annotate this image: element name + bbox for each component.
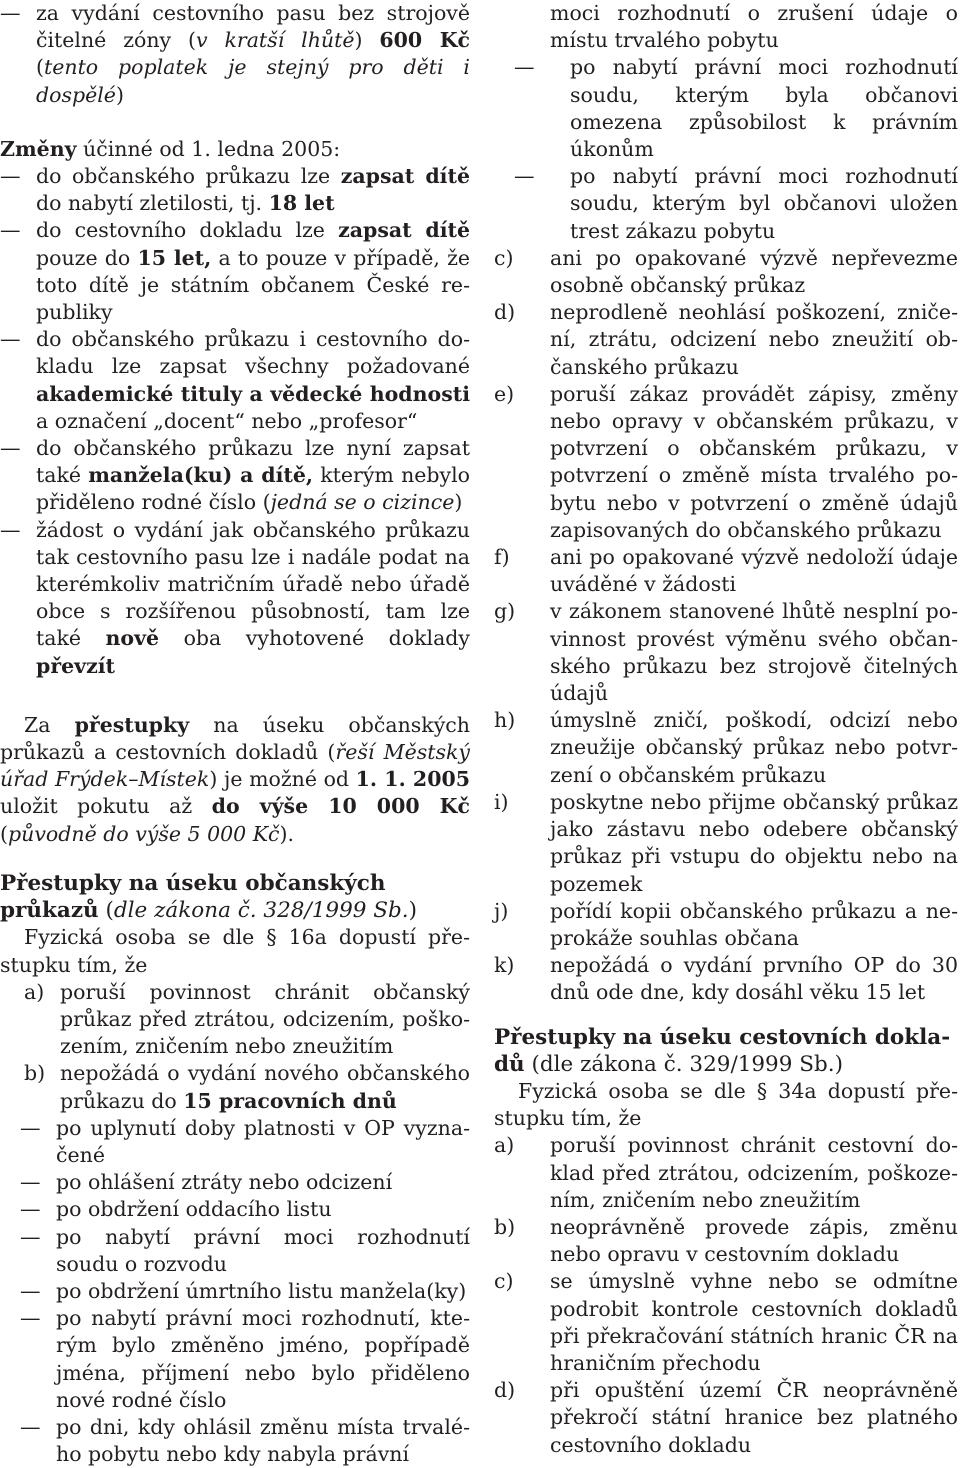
- sub-item: — po nabytí právní moci rozhodnutí soudu, kterým byl občanovi uložen trest zákazu pobytu: [514, 164, 958, 243]
- id-offence-d: d) neprodleně neohlásí poškození, zničení, ztrátu, odcizení nebo zneužití občanského průkazu: [494, 300, 958, 379]
- dash-marker: —: [0, 218, 21, 243]
- sub-item: — po nabytí právní moci rozhodnutí soudu, kterým byla občanovi omezena způsobilost k právním úkonům: [514, 55, 958, 162]
- passport-offence-b: b) neoprávněně provede zápis, změnu nebo opravu v cestovním dokladu: [494, 1214, 958, 1267]
- list-item-passport-fee: [0, 0, 470, 109]
- sub-item: — po obdržení úmrtního listu manžela(ky): [20, 1278, 467, 1303]
- sub-item: — po ohlášení ztráty nebo odcizení: [20, 1170, 393, 1195]
- sub-item: — po obdržení oddacího listu: [20, 1197, 332, 1222]
- passport-fee-text: za vydání cestovního pasu bez strojově čitelné zóny (v kratší lhůtě) 600 Kč (tento poplatek je stejný pro děti i dospělé): [36, 1, 470, 107]
- id-offence-k: k) nepožádá o vydání prvního OP do 30 dnů ode dne, kdy dosáhl věku 15 let: [494, 953, 958, 1005]
- id-offence-i: i) poskytne nebo přijme občanský průkaz jako zástavu nebo odebere občanský průkaz při vstupu do objektu nebo na pozemek: [494, 789, 958, 896]
- right-column: [494, 0, 958, 1459]
- list-item-academic-titles: — do občanského průkazu i cestovního dokladu lze zapsat všechny požadované akademické tituly a vědecké hodnosti a označení „docent“ nebo „profesor“: [0, 327, 470, 433]
- left-column: [0, 0, 470, 1468]
- continued-text: moci rozhodnutí o zrušení údaje o místu trvalého pobytu: [550, 1, 958, 53]
- item-marker: a): [24, 979, 45, 1004]
- id-offence-c: c) ani po opakované výzvě nepřevezme osobně občanský průkaz: [494, 245, 958, 298]
- id-offence-a: a) poruší povinnost chránit občanský průkaz před ztrátou, odcizením, poškozením, zničením nebo zneužitím: [0, 979, 470, 1061]
- passport-offence-a: a) poruší povinnost chránit cestovní doklad před ztrátou, odcizením, poškozením, zničením nebo zneužitím: [494, 1133, 958, 1212]
- list-item-child-id: — do občanského průkazu lze zapsat dítě do nabytí zletilosti, tj. 18 let: [0, 164, 470, 216]
- list-item-spouse-child: — do občanského průkazu lze nyní zapsat také manžela(ku) a dítě, kterým nebylo přiděleno rodné číslo (jedná se o cizince): [0, 436, 471, 515]
- intro-id-offences: Fyzická osoba se dle § 16a dopustí přestupku tím, že: [0, 925, 470, 977]
- intro-passport-offences: Fyzická osoba se dle § 34a dopustí přestupku tím, že: [494, 1078, 958, 1131]
- passport-offence-d: d) při opuštění území ČR neoprávněně překročí státní hranice bez platného cestovního dokladu: [494, 1378, 958, 1457]
- id-offence-b: b) nepožádá o vydání nového občanského průkazu do 15 pracovních dnů: [0, 1060, 470, 1114]
- list-item-child-passport: — do cestovního dokladu lze zapsat dítě pouze do 15 let, a to pouze v případě, že toto dítě je státním občanem České republiky: [0, 218, 471, 325]
- list-item-application: — žádost o vydání jak občanského průkazu tak cestovního pasu lze i nadále podat na kterémkoliv matričním úřadě nebo úřadě obce s rozšířenou působností, tam lze také nově oba vyhotovené doklady převzít: [0, 517, 470, 678]
- id-offence-f: f) ani po opakované výzvě nedoloží údaje uváděné v žádosti: [494, 545, 958, 597]
- id-offence-j: j) pořídí kopii občanského průkazu a neprokáže souhlas občana: [494, 898, 958, 950]
- sub-item: — po nabytí právní moci rozhodnutí, kterým bylo změněno jméno, popřípadě jména, příjmení nebo bylo přiděleno nové rodné číslo: [20, 1306, 470, 1412]
- passport-offence-c: c) se úmyslně vyhne nebo se odmítne podrobit kontrole cestovních dokladů při překračování státních hranic ČR na hraničním přechodu: [494, 1269, 958, 1375]
- changes-heading: Změny účinné od 1. ledna 2005:: [0, 136, 341, 161]
- dash-marker: —: [0, 436, 21, 461]
- heading-id-offences: Přestupky na úseku občanských průkazů (dle zákona č. 328/1999 Sb.): [0, 870, 417, 924]
- dash-marker: —: [0, 164, 21, 189]
- sub-item: — po uplynutí doby platnosti v OP vyznačené: [20, 1115, 470, 1167]
- id-offence-e: e) poruší zákaz provádět zápisy, změny nebo opravy v občanském průkazu, v potvrzení o občanském průkazu, v potvrzení o změně místa trvalého pobytu nebo v potvrzení o změně údajů zapisovaných do občanského průkazu: [494, 381, 958, 542]
- sub-item: — po dni, kdy ohlásil změnu místa trvalého pobytu nebo kdy nabyla právní: [20, 1414, 470, 1467]
- dash-marker: —: [0, 327, 21, 352]
- dash-marker: —: [0, 1, 21, 25]
- sub-item: — po nabytí právní moci rozhodnutí soudu o rozvodu: [20, 1224, 470, 1276]
- dash-marker: —: [0, 517, 21, 542]
- id-offence-h: h) úmyslně zničí, poškodí, odcizí nebo zneužije občanský průkaz nebo potvrzení o občanském průkazu: [494, 708, 958, 787]
- id-offence-g: g) v zákonem stanovené lhůtě nesplní povinnost provést výměnu svého občanského průkazu bez strojově čitelných údajů: [494, 599, 958, 706]
- offence-paragraph: Za přestupky na úseku občanských průkazů a cestovních dokladů (řeší Městský úřad Frýdek–Místek) je možné od 1. 1. 2005 uložit pokutu až do výše 10 000 Kč (původně do výše 5 000 Kč).: [0, 712, 470, 846]
- item-marker: b): [24, 1061, 46, 1086]
- heading-passport-offences: Přestupky na úseku cestovních dokladů (dle zákona č. 329/1999 Sb.): [494, 1024, 951, 1077]
